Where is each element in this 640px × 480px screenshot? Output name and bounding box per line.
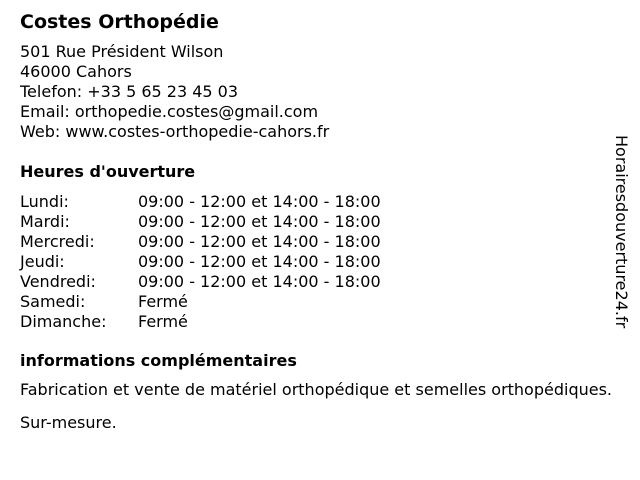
day-label: Dimanche: — [20, 312, 107, 331]
day-label: Mercredi: — [20, 232, 95, 251]
description-paragraph: Fabrication et vente de matériel orthopédique et semelles orthopédiques. — [20, 380, 613, 399]
time-value: Fermé — [138, 292, 188, 311]
hours-row-tuesday — [20, 212, 620, 232]
business-details — [20, 8, 620, 446]
business-name: Costes Orthopédie — [20, 11, 219, 33]
additional-info-heading: informations complémentaires — [20, 351, 297, 370]
custom-made-paragraph: Sur-mesure. — [20, 413, 117, 432]
site-brand-watermark: Horairesdouverture24.fr — [612, 135, 631, 329]
email-text: Email: orthopedie.costes@gmail.com — [20, 102, 319, 121]
time-value: 09:00 - 12:00 et 14:00 - 18:00 — [138, 272, 381, 291]
phone-text: Telefon: +33 5 65 23 45 03 — [20, 82, 239, 101]
hours-row-wednesday — [20, 232, 620, 252]
time-value: 09:00 - 12:00 et 14:00 - 18:00 — [138, 212, 381, 231]
opening-hours-list — [20, 192, 620, 332]
opening-hours-heading: Heures d'ouverture — [20, 162, 196, 181]
day-label: Samedi: — [20, 292, 86, 311]
time-value: 09:00 - 12:00 et 14:00 - 18:00 — [138, 252, 381, 271]
day-label: Vendredi: — [20, 272, 96, 291]
hours-row-sunday — [20, 312, 620, 332]
hours-row-saturday — [20, 292, 620, 312]
time-value: 09:00 - 12:00 et 14:00 - 18:00 — [138, 192, 381, 211]
address-line-2: 46000 Cahors — [20, 62, 132, 81]
day-label: Lundi: — [20, 192, 69, 211]
day-label: Mardi: — [20, 212, 70, 231]
hours-row-thursday — [20, 252, 620, 272]
time-value: 09:00 - 12:00 et 14:00 - 18:00 — [138, 232, 381, 251]
website-text: Web: www.costes-orthopedie-cahors.fr — [20, 122, 330, 141]
address-line-1: 501 Rue Président Wilson — [20, 42, 224, 61]
hours-row-monday — [20, 192, 620, 212]
hours-row-friday — [20, 272, 620, 292]
time-value: Fermé — [138, 312, 188, 331]
day-label: Jeudi: — [20, 252, 65, 271]
